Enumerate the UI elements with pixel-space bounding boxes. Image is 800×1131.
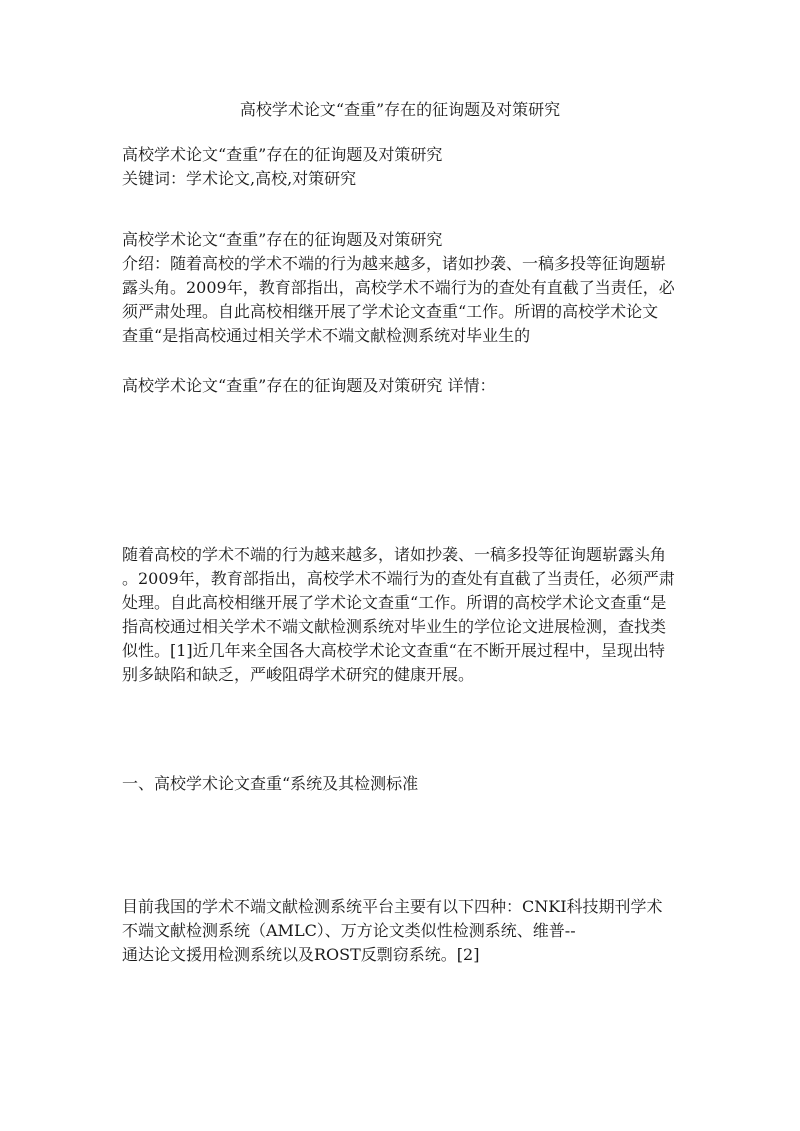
summary-line: 介绍：随着高校的学术不端的行为越来越多，诸如抄袭、一稿多投等征询题崭 <box>122 254 667 273</box>
summary-line: 露头角。2009年，教育部指出，高校学术不端行为的查处有直截了当责任，必 <box>122 278 675 297</box>
summary-line: 查重“是指高校通过相关学术不端文献检测系统对毕业生的 <box>122 326 531 345</box>
body-line: 。2009年，教育部指出，高校学术不端行为的查处有直截了当责任，必须严肃 <box>122 569 675 588</box>
details-heading <box>122 374 682 398</box>
summary-heading: 高校学术论文“查重”存在的征询题及对策研究 <box>122 230 443 249</box>
body-paragraph <box>122 543 682 687</box>
systems-paragraph <box>122 895 682 967</box>
section-heading-text: 一、高校学术论文查重“系统及其检测标准 <box>122 774 419 793</box>
intro-block <box>122 143 682 191</box>
systems-line: 目前我国的学术不端文献检测系统平台主要有以下四种：CNKI科技期刊学术 <box>122 897 663 916</box>
keywords-line: 关键词：学术论文,高校,对策研究 <box>122 169 357 188</box>
summary-block <box>122 228 682 348</box>
body-line: 指高校通过相关学术不端文献检测系统对毕业生的学位论文进展检测，查找类 <box>122 617 667 636</box>
section-heading <box>122 772 682 796</box>
body-line: 随着高校的学术不端的行为越来越多，诸如抄袭、一稿多投等征询题崭露头角 <box>122 545 667 564</box>
systems-line: 不端文献检测系统（AMLC）、万方论文类似性检测系统、维普-- <box>122 921 576 940</box>
body-line: 别多缺陷和缺乏，严峻阻碍学术研究的健康开展。 <box>122 665 475 684</box>
summary-line: 须严肃处理。自此高校相继开展了学术论文查重“工作。所谓的高校学术论文 <box>122 302 659 321</box>
document-title: 高校学术论文“查重”存在的征询题及对策研究 <box>239 100 561 119</box>
intro-title-line: 高校学术论文“查重”存在的征询题及对策研究 <box>122 145 443 164</box>
body-line: 处理。自此高校相继开展了学术论文查重“工作。所谓的高校学术论文查重“是 <box>122 593 667 612</box>
details-heading-text: 高校学术论文“查重”存在的征询题及对策研究 详情： <box>122 376 496 395</box>
systems-line: 通达论文援用检测系统以及ROST反剽窃系统。[2] <box>122 945 480 964</box>
body-line: 似性。[1]近几年来全国各大高校学术论文查重“在不断开展过程中，呈现出特 <box>122 641 665 660</box>
